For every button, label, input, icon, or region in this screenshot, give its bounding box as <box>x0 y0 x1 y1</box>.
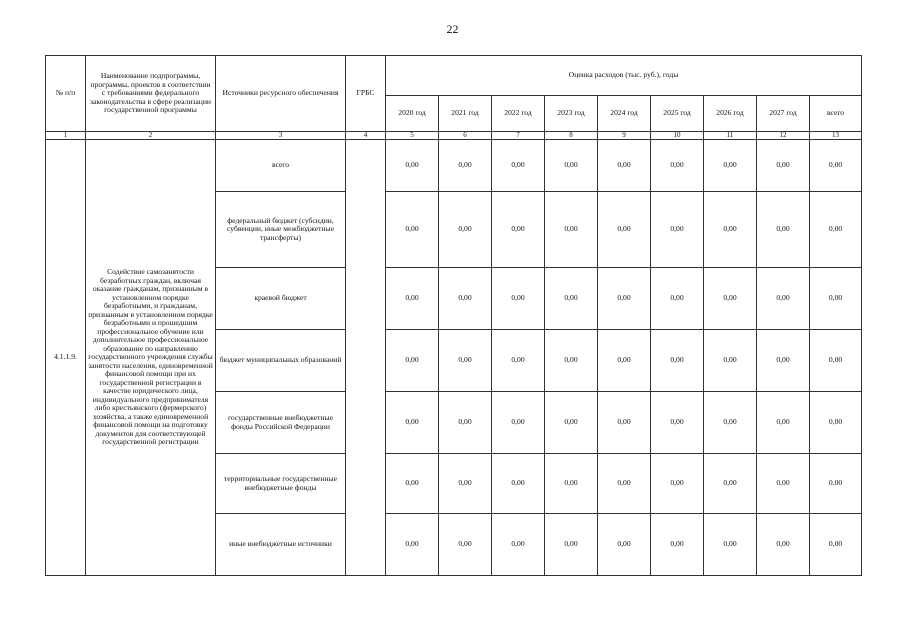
header-total: всего <box>810 96 862 132</box>
value-cell: 0,00 <box>704 330 757 392</box>
value-cell: 0,00 <box>704 140 757 192</box>
value-cell: 0,00 <box>545 268 598 330</box>
value-cell: 0,00 <box>545 330 598 392</box>
value-cell: 0,00 <box>545 514 598 576</box>
value-cell: 0,00 <box>545 454 598 514</box>
item-description: Содействие самозанятости безработных граждан, включая оказание гражданам, признанным в установленном порядке безработными, и гражданам, признанным в установленном порядке безработными и прошедшим профессиональное обучение или дополнительное профессиональное образование по направлению государственного учреждения службы занятости населения, единовременной финансовой помощи при их государственной регистрации в качестве юридического лица, индивидуального предпринимателя либо крестьянского (фермерского) хозяйства, а также единовременной финансовой помощи на подготовку документов для соответствующей государственной регистрации <box>86 140 216 576</box>
column-number: 8 <box>545 132 598 140</box>
value-cell: 0,00 <box>757 330 810 392</box>
header-year: 2025 год <box>651 96 704 132</box>
value-cell: 0,00 <box>439 268 492 330</box>
column-number: 4 <box>346 132 386 140</box>
value-cell: 0,00 <box>810 514 862 576</box>
value-cell: 0,00 <box>598 192 651 268</box>
source-label: всего <box>216 140 346 192</box>
header-year: 2020 год <box>386 96 439 132</box>
value-cell: 0,00 <box>386 454 439 514</box>
value-cell: 0,00 <box>492 268 545 330</box>
value-cell: 0,00 <box>810 392 862 454</box>
value-cell: 0,00 <box>492 140 545 192</box>
value-cell: 0,00 <box>757 454 810 514</box>
value-cell: 0,00 <box>651 514 704 576</box>
value-cell: 0,00 <box>439 330 492 392</box>
value-cell: 0,00 <box>492 514 545 576</box>
value-cell: 0,00 <box>386 330 439 392</box>
value-cell: 0,00 <box>492 454 545 514</box>
value-cell: 0,00 <box>757 392 810 454</box>
header-year: 2023 год <box>545 96 598 132</box>
value-cell: 0,00 <box>810 330 862 392</box>
header-name: Наименование подпрограммы, программы, проектов в соответствии с требованиями федерального законодательства в сфере реализации государственной программы <box>86 56 216 132</box>
header-year: 2027 год <box>757 96 810 132</box>
value-cell: 0,00 <box>651 140 704 192</box>
value-cell: 0,00 <box>439 392 492 454</box>
value-cell: 0,00 <box>439 514 492 576</box>
source-label: бюджет муниципальных образований <box>216 330 346 392</box>
value-cell: 0,00 <box>651 330 704 392</box>
value-cell: 0,00 <box>651 454 704 514</box>
source-label: федеральный бюджет (субсидии, субвенции, иные межбюджетные трансферты) <box>216 192 346 268</box>
value-cell: 0,00 <box>598 392 651 454</box>
value-cell: 0,00 <box>598 268 651 330</box>
column-number: 3 <box>216 132 346 140</box>
header-year: 2026 год <box>704 96 757 132</box>
value-cell: 0,00 <box>810 454 862 514</box>
value-cell: 0,00 <box>386 392 439 454</box>
value-cell: 0,00 <box>651 268 704 330</box>
column-number: 13 <box>810 132 862 140</box>
column-number: 11 <box>704 132 757 140</box>
value-cell: 0,00 <box>492 330 545 392</box>
value-cell: 0,00 <box>439 140 492 192</box>
value-cell: 0,00 <box>386 514 439 576</box>
value-cell: 0,00 <box>545 392 598 454</box>
header-year: 2021 год <box>439 96 492 132</box>
value-cell: 0,00 <box>757 140 810 192</box>
header-row <box>46 56 862 96</box>
budget-table <box>45 55 862 576</box>
value-cell: 0,00 <box>598 514 651 576</box>
header-sources: Источники ресурсного обеспечения <box>216 56 346 132</box>
source-label: территориальные государственные внебюджетные фонды <box>216 454 346 514</box>
header-num: № п/п <box>46 56 86 132</box>
value-cell: 0,00 <box>704 454 757 514</box>
header-grbs: ГРБС <box>346 56 386 132</box>
header-year: 2022 год <box>492 96 545 132</box>
grbs-cell <box>346 140 386 576</box>
item-code: 4.1.1.9. <box>46 140 86 576</box>
source-label: иные внебюджетные источники <box>216 514 346 576</box>
value-cell: 0,00 <box>386 268 439 330</box>
value-cell: 0,00 <box>545 140 598 192</box>
value-cell: 0,00 <box>810 192 862 268</box>
column-number: 6 <box>439 132 492 140</box>
value-cell: 0,00 <box>704 268 757 330</box>
source-label: государственные внебюджетные фонды Российской Федерации <box>216 392 346 454</box>
column-number: 12 <box>757 132 810 140</box>
column-number: 7 <box>492 132 545 140</box>
value-cell: 0,00 <box>704 514 757 576</box>
header-estimate: Оценка расходов (тыс. руб.), годы <box>386 56 862 96</box>
value-cell: 0,00 <box>545 192 598 268</box>
column-number: 9 <box>598 132 651 140</box>
column-number: 2 <box>86 132 216 140</box>
column-number-row <box>46 132 862 140</box>
value-cell: 0,00 <box>810 268 862 330</box>
value-cell: 0,00 <box>651 392 704 454</box>
table-row <box>46 140 862 192</box>
value-cell: 0,00 <box>439 454 492 514</box>
value-cell: 0,00 <box>598 454 651 514</box>
page-number: 22 <box>446 22 459 36</box>
column-number: 10 <box>651 132 704 140</box>
value-cell: 0,00 <box>757 192 810 268</box>
column-number: 1 <box>46 132 86 140</box>
value-cell: 0,00 <box>757 268 810 330</box>
value-cell: 0,00 <box>386 192 439 268</box>
source-label: краевой бюджет <box>216 268 346 330</box>
value-cell: 0,00 <box>386 140 439 192</box>
column-number: 5 <box>386 132 439 140</box>
value-cell: 0,00 <box>704 192 757 268</box>
value-cell: 0,00 <box>598 140 651 192</box>
value-cell: 0,00 <box>439 192 492 268</box>
value-cell: 0,00 <box>492 392 545 454</box>
value-cell: 0,00 <box>810 140 862 192</box>
header-year: 2024 год <box>598 96 651 132</box>
value-cell: 0,00 <box>598 330 651 392</box>
value-cell: 0,00 <box>492 192 545 268</box>
value-cell: 0,00 <box>757 514 810 576</box>
value-cell: 0,00 <box>704 392 757 454</box>
value-cell: 0,00 <box>651 192 704 268</box>
